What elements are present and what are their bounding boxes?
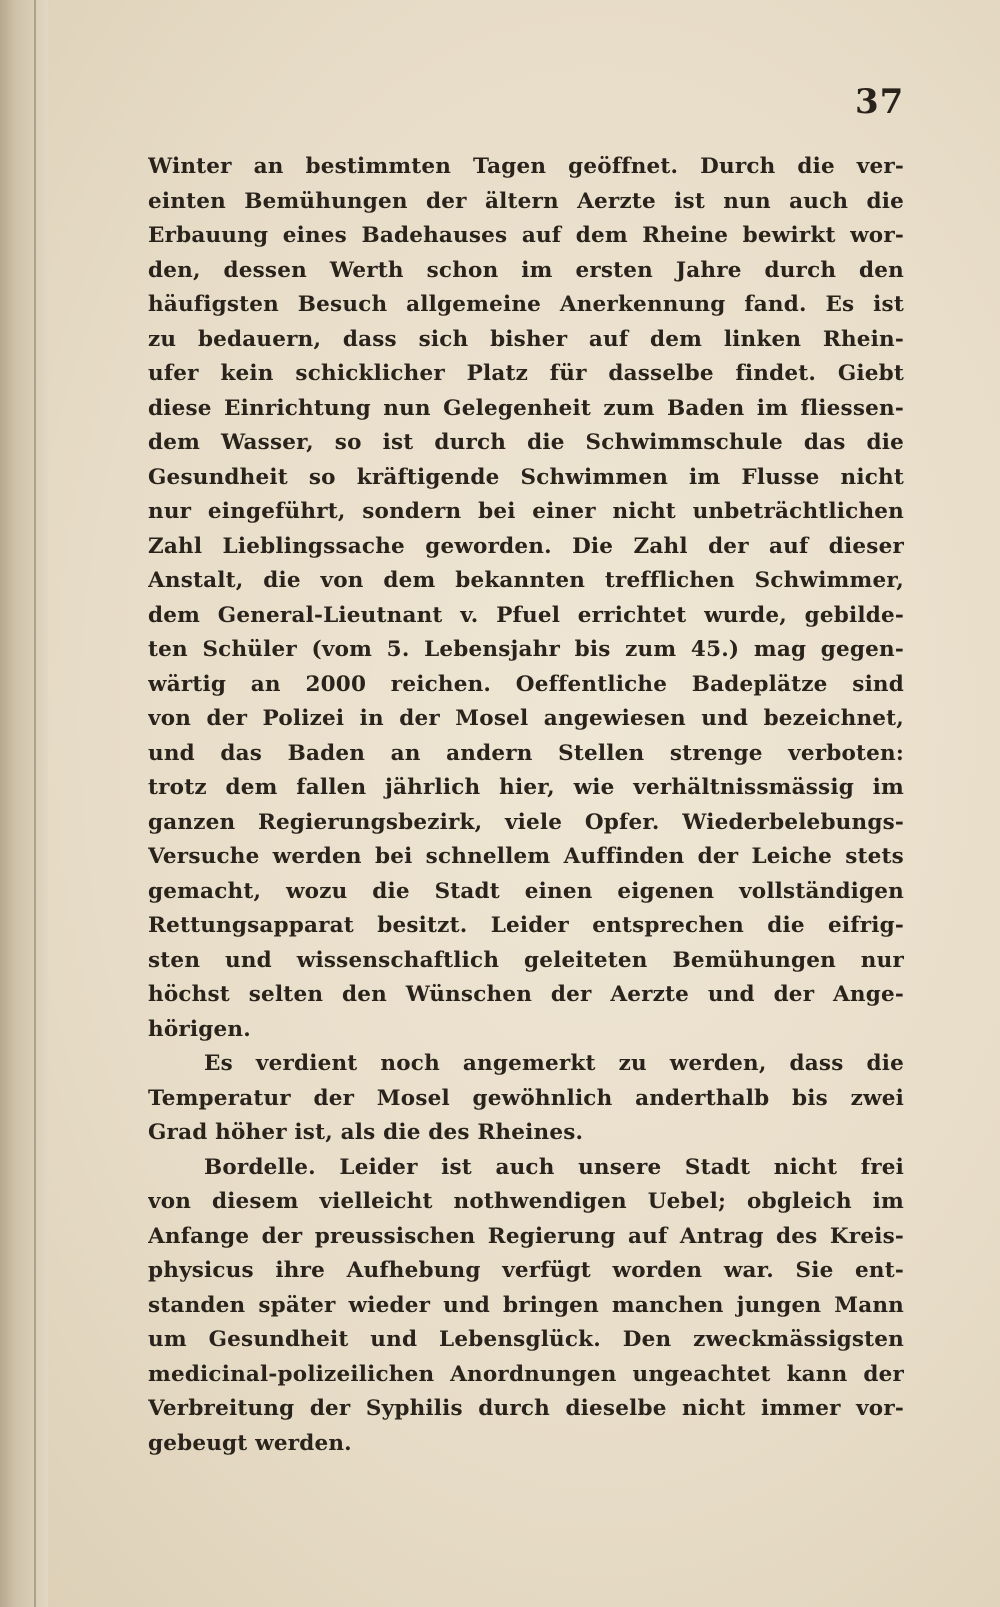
text-line: höchst selten den Wünschen der Aerzte und der Ange- [148, 982, 904, 1007]
body-text [148, 150, 904, 1461]
text-line: Winter an bestimmten Tagen geöffnet. Durch die ver- [148, 154, 904, 179]
text-line: medicinal-polizeilichen Anordnungen ungeachtet kann der [148, 1361, 904, 1387]
text-line: einten Bemühungen der ältern Aerzte ist nun auch die [148, 188, 904, 214]
page-number: 37 [855, 82, 905, 122]
text-line: gemacht, wozu die Stadt einen eigenen vollständigen [148, 878, 904, 904]
page-gutter [0, 0, 48, 1607]
text-line: standen später wieder und bringen manchen jungen Mann [148, 1292, 904, 1318]
text-line: ganzen Regierungsbezirk, viele Opfer. Wiederbelebungs- [148, 809, 904, 835]
text-line: Es verdient noch angemerkt zu werden, dass die [204, 1051, 904, 1076]
text-line: wärtig an 2000 reichen. Oeffentliche Badeplätze sind [148, 671, 904, 697]
text-line: diese Einrichtung nun Gelegenheit zum Baden im fliessen- [148, 395, 904, 421]
text-line: Anfange der preussischen Regierung auf Antrag des Kreis- [148, 1223, 904, 1249]
text-line: um Gesundheit und Lebensglück. Den zweckmässigsten [148, 1327, 904, 1352]
text-line: Grad höher ist, als die des Rheines. [148, 1120, 584, 1145]
binding-edge [34, 0, 36, 1607]
text-line: hörigen. [148, 1016, 251, 1042]
text-line: von diesem vielleicht nothwendigen Uebel; obgleich im [148, 1189, 904, 1214]
text-line: nur eingeführt, sondern bei einer nicht unbeträchtlichen [148, 499, 904, 524]
text-line: physicus ihre Aufhebung verfügt worden war. Sie ent- [148, 1258, 904, 1283]
text-line: zu bedauern, dass sich bisher auf dem linken Rhein- [148, 326, 904, 352]
text-line: häufigsten Besuch allgemeine Anerkennung fand. Es ist [148, 292, 904, 317]
text-line: Zahl Lieblingssache geworden. Die Zahl der auf dieser [148, 533, 904, 559]
text-line: Verbreitung der Syphilis durch dieselbe nicht immer vor- [148, 1396, 904, 1421]
text-line: von der Polizei in der Mosel angewiesen und bezeichnet, [148, 706, 904, 731]
text-line: Bordelle. Leider ist auch unsere Stadt nicht frei [204, 1154, 904, 1180]
text-line: ufer kein schicklicher Platz für dasselbe findet. Giebt [148, 361, 904, 386]
text-line: gebeugt werden. [148, 1430, 352, 1456]
text-line: sten und wissenschaftlich geleiteten Bemühungen nur [148, 947, 904, 973]
text-line: Gesundheit so kräftigende Schwimmen im Flusse nicht [148, 464, 904, 490]
text-line: Rettungsapparat besitzt. Leider entsprechen die eifrig- [148, 913, 904, 938]
text-line: den, dessen Werth schon im ersten Jahre durch den [148, 257, 904, 283]
text-line: ten Schüler (vom 5. Lebensjahr bis zum 45.) mag gegen- [148, 637, 904, 662]
text-line: dem Wasser, so ist durch die Schwimmschule das die [148, 430, 904, 455]
text-line: trotz dem fallen jährlich hier, wie verhältnissmässig im [148, 775, 904, 800]
text-line: Versuche werden bei schnellem Auffinden der Leiche stets [148, 844, 904, 869]
text-line: Erbauung eines Badehauses auf dem Rheine bewirkt wor- [148, 223, 904, 248]
text-line: Anstalt, die von dem bekannten trefflichen Schwimmer, [148, 568, 904, 593]
text-line: und das Baden an andern Stellen strenge verboten: [148, 740, 904, 766]
text-line: Temperatur der Mosel gewöhnlich anderthalb bis zwei [148, 1085, 904, 1111]
text-line: dem General-Lieutnant v. Pfuel errichtet wurde, gebilde- [148, 602, 904, 628]
